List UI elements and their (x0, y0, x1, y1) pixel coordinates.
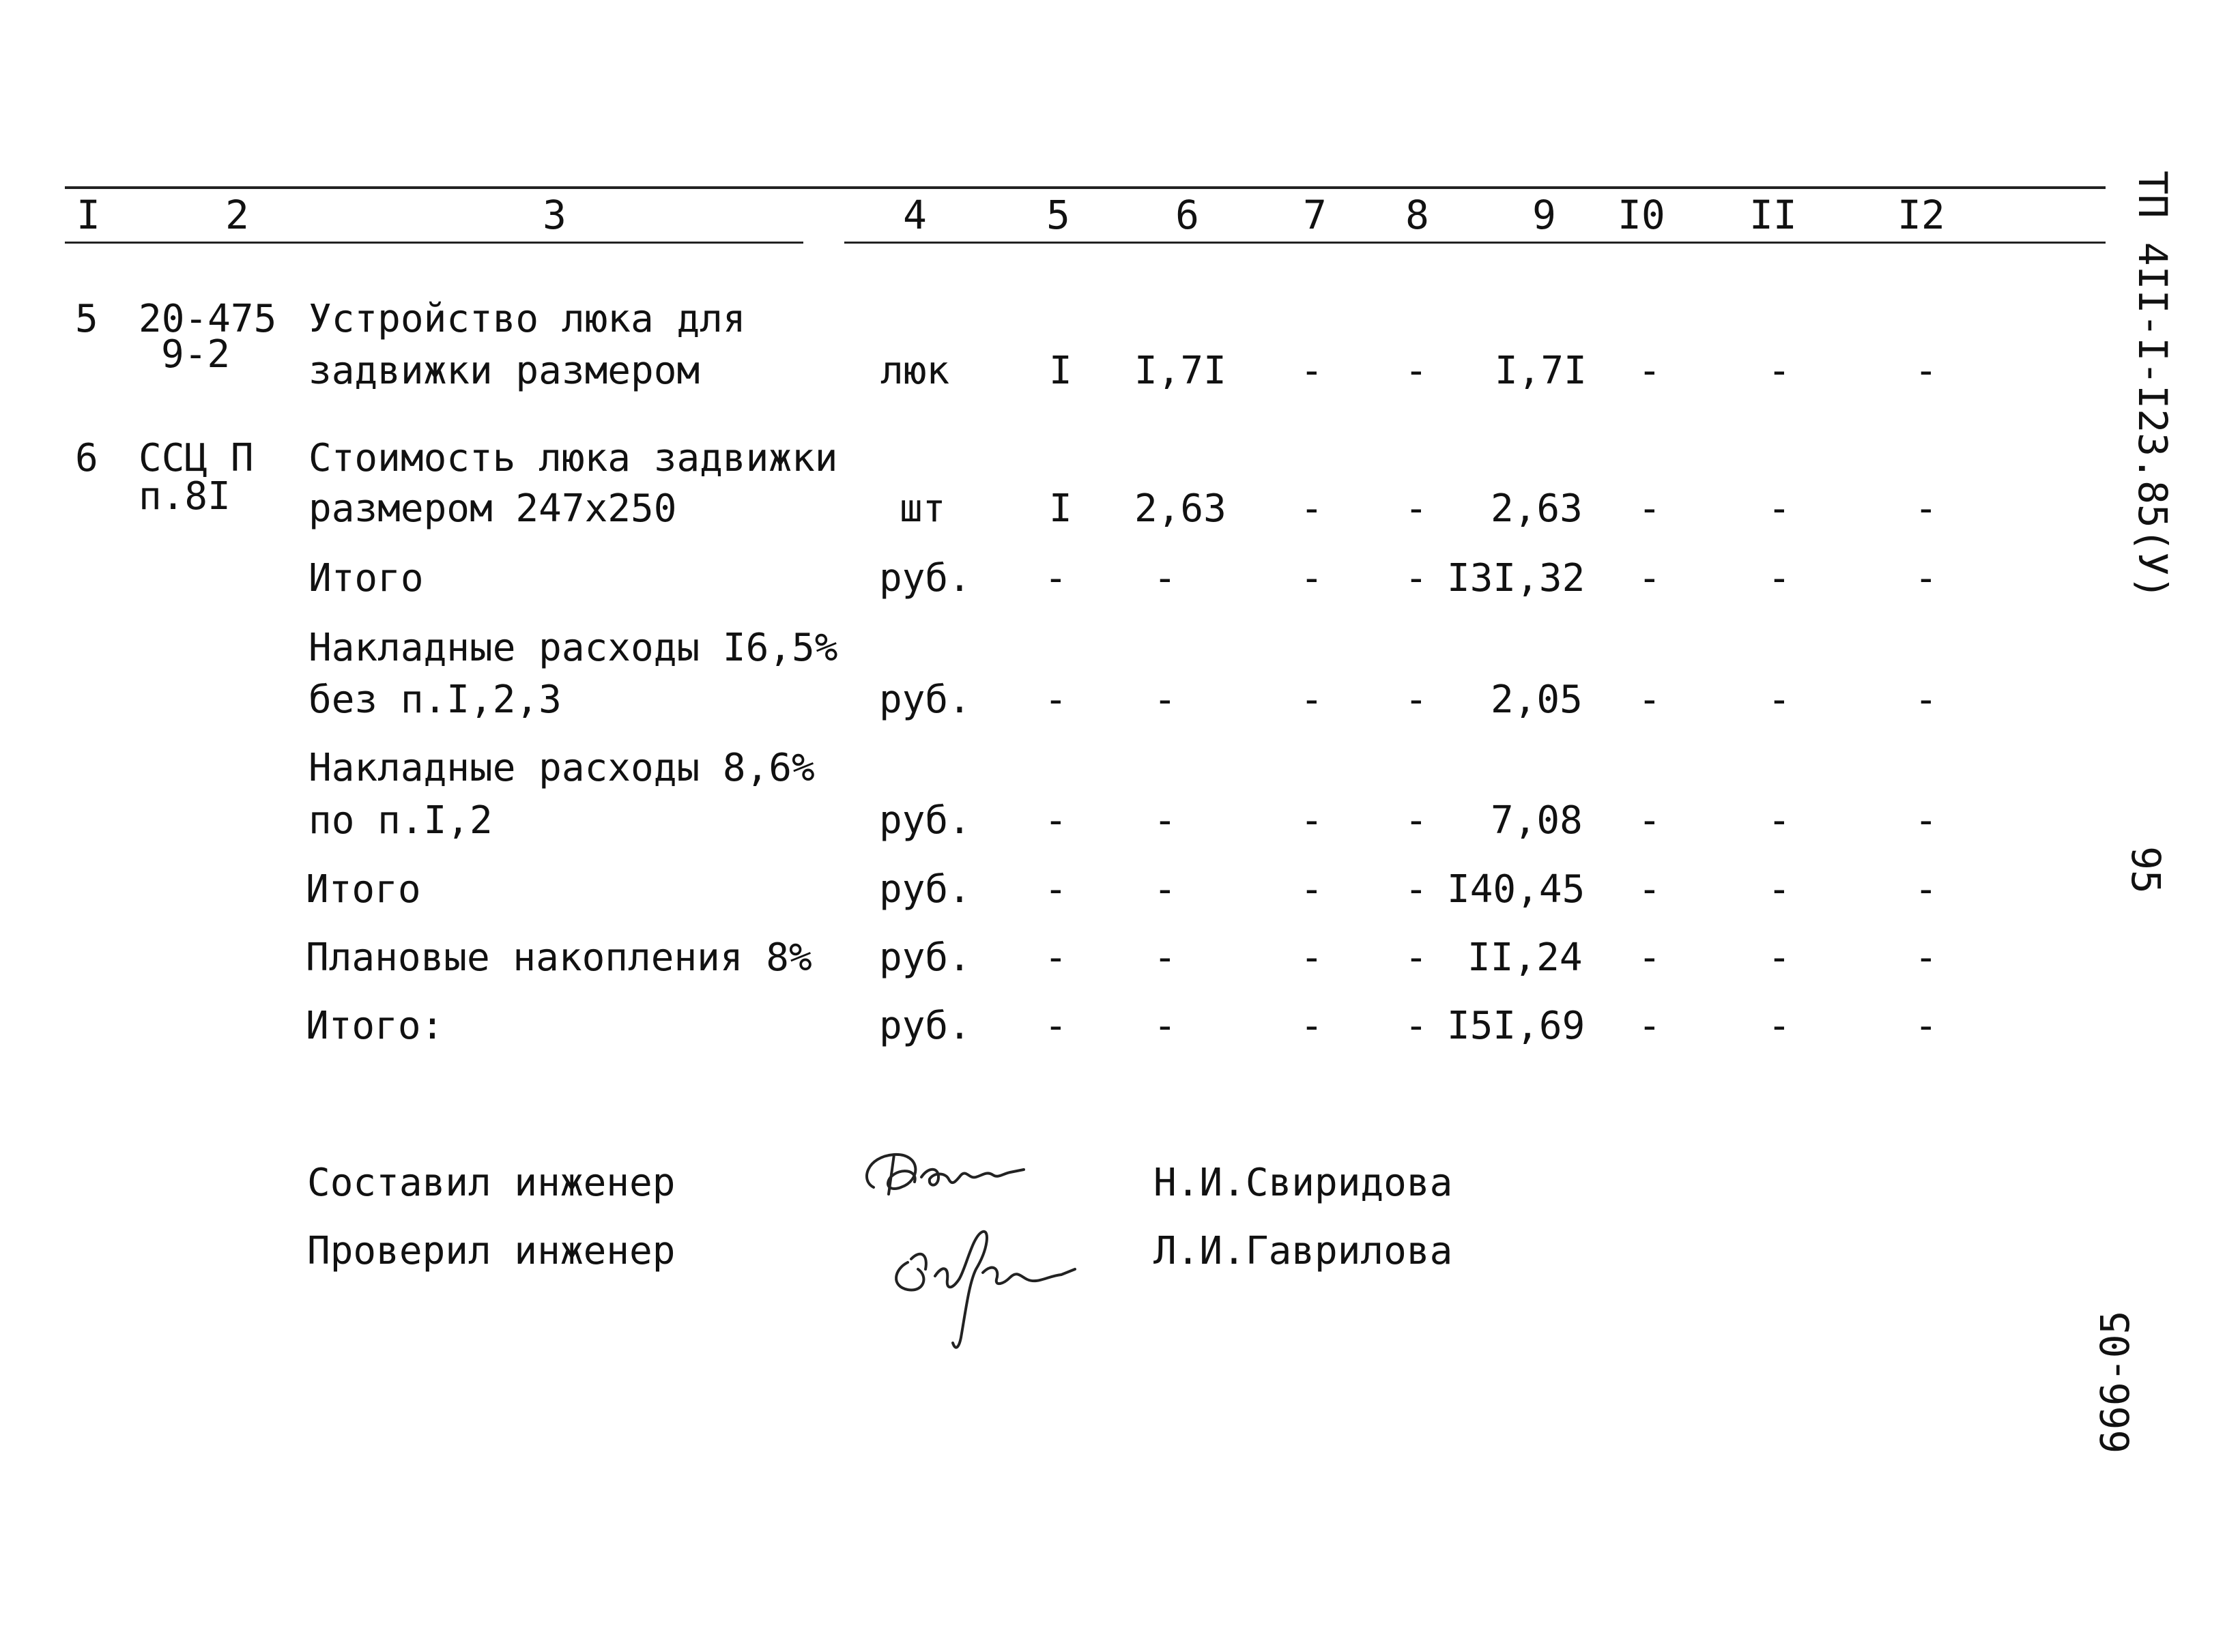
cell-8: - (1405, 487, 1428, 531)
cell-8: - (1405, 867, 1428, 912)
unit: руб. (879, 556, 971, 600)
cell-12: - (1914, 349, 1938, 393)
checked-by-label: Проверил инженер (307, 1229, 676, 1273)
col-header-6: 6 (1175, 192, 1199, 238)
cell-10: - (1638, 678, 1661, 722)
unit: шт (900, 487, 946, 531)
summary-label: Итого (306, 867, 421, 912)
col-header-9: 9 (1532, 192, 1556, 238)
unit-price: 2,63 (1134, 487, 1226, 531)
unit-price: I,7I (1134, 349, 1226, 393)
summary-label: Накладные расходы I6,5% (308, 626, 838, 670)
signature-composer (853, 1140, 1044, 1215)
norm-code: п.8I (139, 474, 231, 519)
cell-10: - (1638, 936, 1661, 980)
cell-8: - (1405, 556, 1428, 600)
summary-label: Плановые накопления 8% (306, 936, 812, 980)
item-name: задвижки размером (308, 349, 700, 393)
cell-6: - (1153, 867, 1177, 912)
total: I5I,69 (1447, 1004, 1585, 1048)
page-number: 95 (2123, 846, 2169, 894)
cell-8: - (1405, 678, 1428, 722)
unit: руб. (879, 867, 971, 912)
cell-6: - (1153, 678, 1177, 722)
cell-7: - (1300, 349, 1323, 393)
cell-7: - (1300, 867, 1323, 912)
norm-code: ССЦ П (139, 436, 254, 480)
cell-12: - (1914, 487, 1938, 531)
row-number: 5 (75, 297, 98, 341)
col-header-7: 7 (1303, 192, 1327, 238)
cell-11: - (1768, 556, 1791, 600)
row-number: 6 (75, 436, 98, 480)
summary-label: без п.I,2,3 (308, 678, 562, 722)
checker-name: Л.И.Гаврилова (1153, 1229, 1453, 1273)
cell-6: - (1153, 556, 1177, 600)
unit: руб. (879, 936, 971, 980)
cell-6: - (1153, 1004, 1177, 1048)
cell-11: - (1768, 678, 1791, 722)
total: I3I,32 (1447, 556, 1585, 600)
cell-11: - (1768, 1004, 1791, 1048)
header-bottom-rule-left (65, 242, 803, 244)
cell-11: - (1768, 867, 1791, 912)
total: 2,63 (1491, 487, 1583, 531)
cell-11: - (1768, 798, 1791, 843)
cell-11: - (1768, 936, 1791, 980)
cell-8: - (1405, 936, 1428, 980)
cell-12: - (1914, 556, 1938, 600)
quantity: I (1049, 349, 1072, 393)
cell-5: - (1044, 678, 1067, 722)
cell-12: - (1914, 867, 1938, 912)
col-header-11: II (1749, 192, 1797, 238)
composed-by-label: Составил инженер (307, 1161, 676, 1205)
col-header-10: I0 (1618, 192, 1665, 238)
cell-5: - (1044, 936, 1067, 980)
cell-11: - (1768, 349, 1791, 393)
signature-checker (880, 1221, 1099, 1358)
total: 7,08 (1491, 798, 1583, 843)
item-name: Стоимость люка задвижки (308, 436, 838, 480)
total: II,24 (1467, 936, 1583, 980)
col-header-4: 4 (903, 192, 927, 238)
summary-label: Накладные расходы 8,6% (308, 746, 815, 790)
cell-10: - (1638, 867, 1661, 912)
unit: руб. (879, 1004, 971, 1048)
cell-12: - (1914, 678, 1938, 722)
composer-name: Н.И.Свиридова (1153, 1161, 1453, 1205)
cell-5: - (1044, 867, 1067, 912)
total: 2,05 (1491, 678, 1583, 722)
item-name: Устройство люка для (308, 297, 746, 341)
summary-label: по п.I,2 (308, 798, 493, 843)
cell-5: - (1044, 556, 1067, 600)
item-name: размером 247x250 (308, 487, 677, 531)
col-header-8: 8 (1405, 192, 1429, 238)
cell-12: - (1914, 798, 1938, 843)
header-bottom-rule-right (844, 242, 2106, 244)
cell-8: - (1405, 1004, 1428, 1048)
cell-10: - (1638, 556, 1661, 600)
cell-7: - (1300, 678, 1323, 722)
cell-6: - (1153, 798, 1177, 843)
col-header-12: I2 (1897, 192, 1945, 238)
col-header-5: 5 (1046, 192, 1070, 238)
unit: руб. (879, 798, 971, 843)
summary-label: Итого (308, 556, 424, 600)
cell-10: - (1638, 1004, 1661, 1048)
cell-6: - (1153, 936, 1177, 980)
cell-8: - (1405, 798, 1428, 843)
col-header-2: 2 (225, 192, 249, 238)
cell-7: - (1300, 556, 1323, 600)
archive-code: 666-05 (2092, 1310, 2138, 1453)
cell-7: - (1300, 487, 1323, 531)
norm-code: 9-2 (161, 332, 231, 377)
cell-7: - (1300, 936, 1323, 980)
col-header-3: 3 (543, 192, 566, 238)
cell-5: - (1044, 798, 1067, 843)
total: I,7I (1495, 349, 1587, 393)
cell-10: - (1638, 798, 1661, 843)
cell-7: - (1300, 1004, 1323, 1048)
summary-label: Итого: (306, 1004, 444, 1048)
unit: люк (880, 349, 950, 393)
total: I40,45 (1447, 867, 1585, 912)
norm-code: 20-475 (139, 297, 277, 341)
unit: руб. (879, 678, 971, 722)
cell-12: - (1914, 936, 1938, 980)
cell-5: - (1044, 1004, 1067, 1048)
header-top-rule (65, 186, 2106, 189)
cell-7: - (1300, 798, 1323, 843)
cell-12: - (1914, 1004, 1938, 1048)
col-header-1: I (76, 192, 100, 238)
quantity: I (1049, 487, 1072, 531)
cell-10: - (1638, 487, 1661, 531)
cell-10: - (1638, 349, 1661, 393)
cell-11: - (1768, 487, 1791, 531)
doc-code-vertical: ТП 4II-I-I23.85(У) (2129, 171, 2176, 600)
cell-8: - (1405, 349, 1428, 393)
